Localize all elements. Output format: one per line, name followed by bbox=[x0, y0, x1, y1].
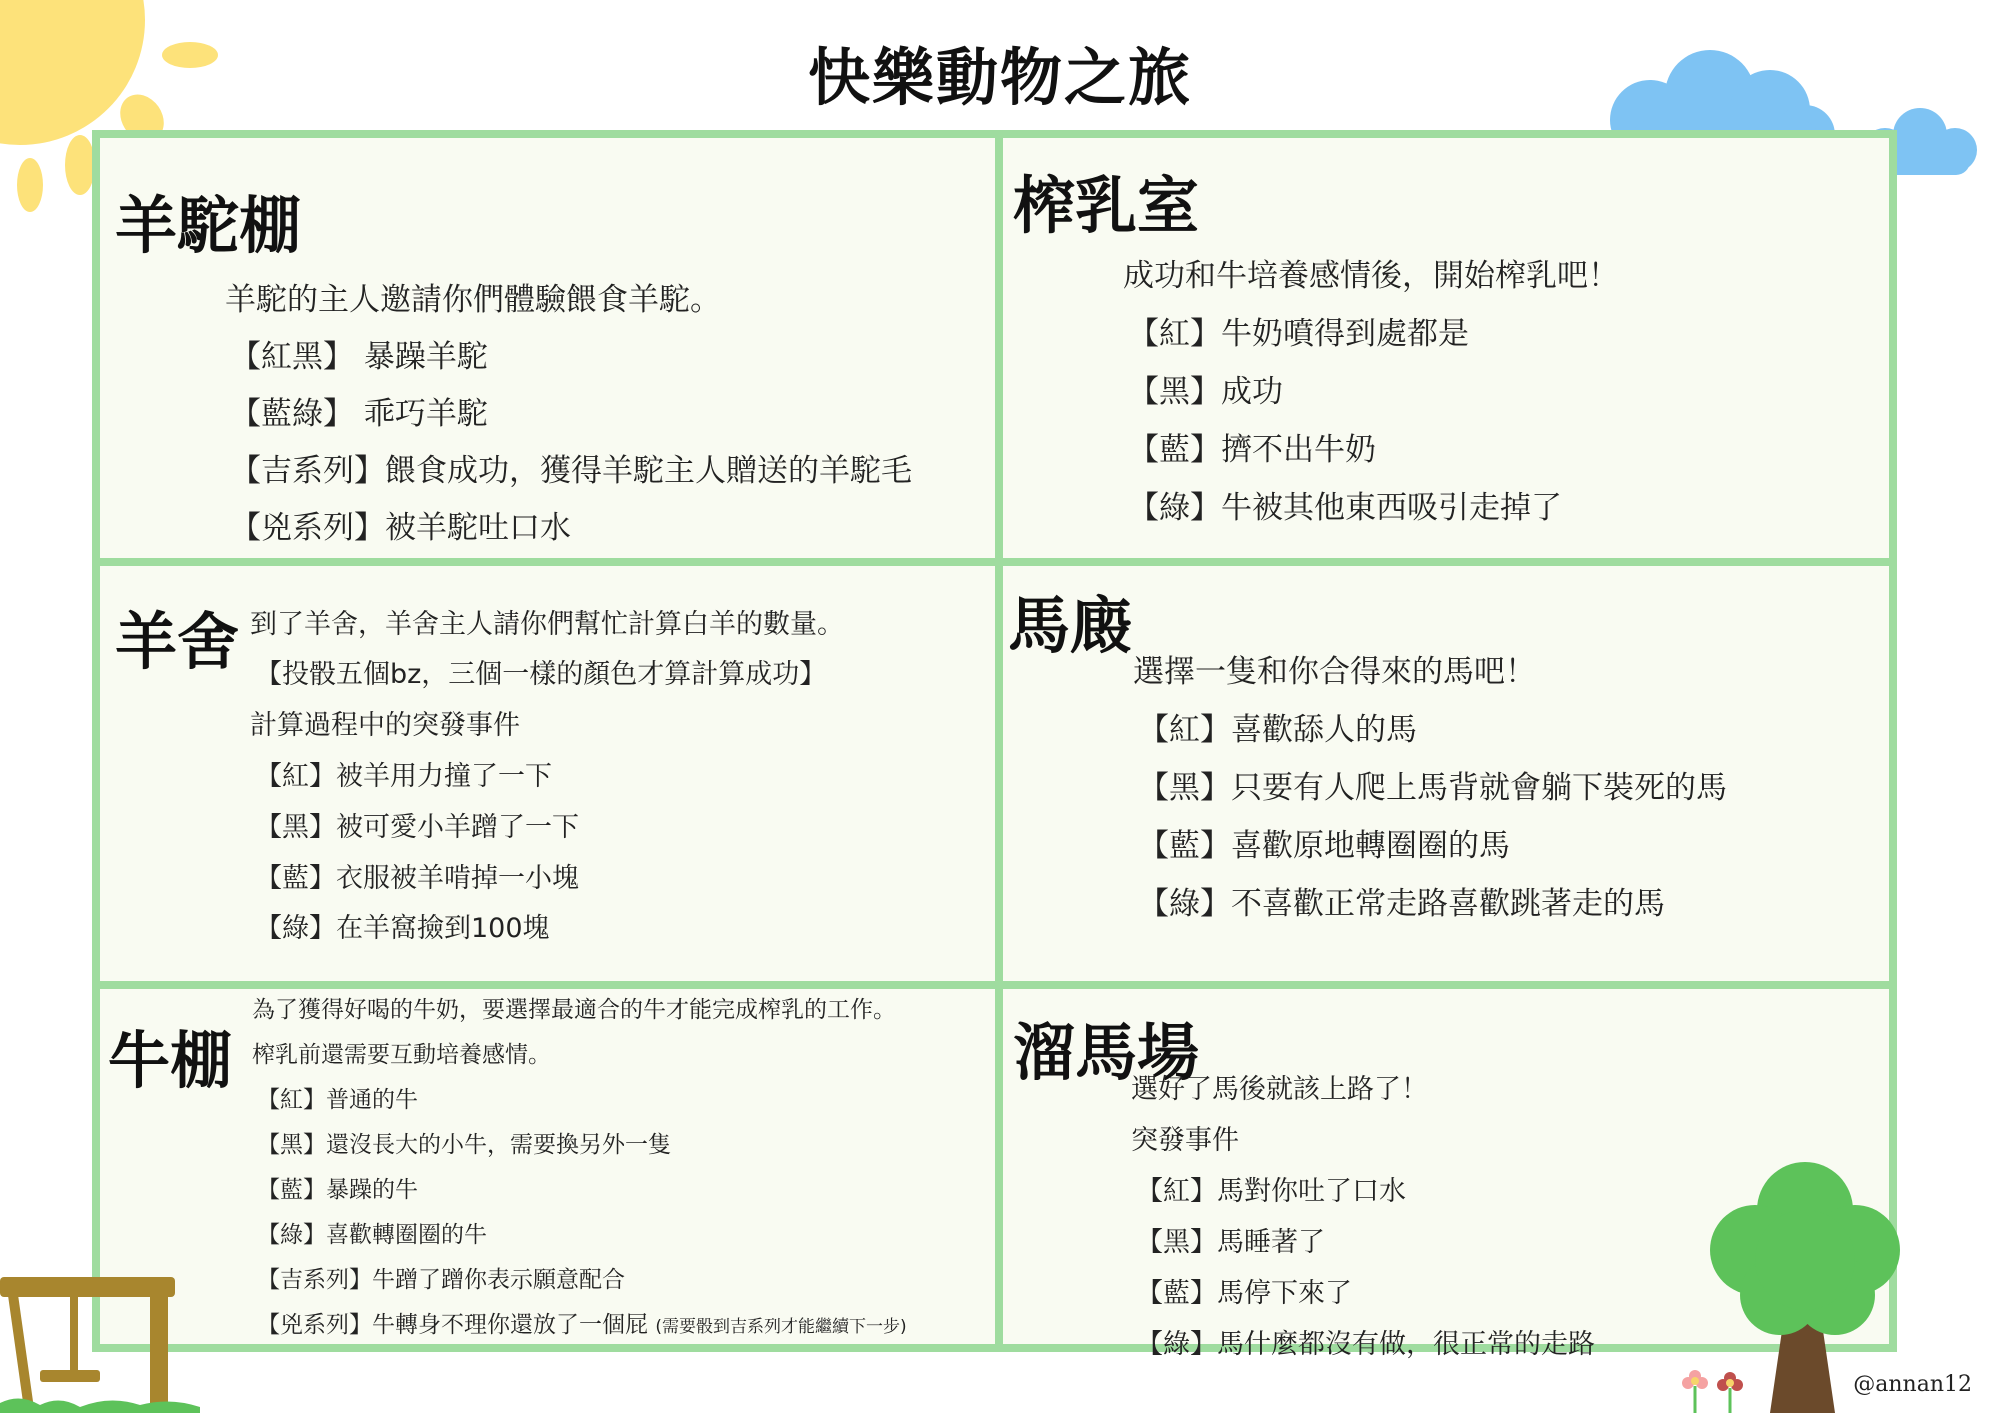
section-text: 羊駝的主人邀請你們體驗餵食羊駝。 bbox=[225, 282, 721, 318]
section-text: 【藍綠】 乖巧羊駝 bbox=[230, 396, 488, 432]
section-text: 【紅】牛奶噴得到處都是 bbox=[1128, 316, 1469, 352]
section-text: 【紅】喜歡舔人的馬 bbox=[1138, 712, 1417, 748]
section-text: 【綠】不喜歡正常走路喜歡跳著走的馬 bbox=[1138, 886, 1665, 922]
section-text: 【吉系列】餵食成功，獲得羊駝主人贈送的羊駝毛 bbox=[230, 453, 912, 489]
section-text: 【藍】擠不出牛奶 bbox=[1128, 432, 1376, 468]
section-text: 【投骰五個bz，三個一樣的顏色才算計算成功】 bbox=[255, 659, 827, 690]
section-text: 【紅黑】 暴躁羊駝 bbox=[230, 339, 488, 375]
section-text: 【黑】只要有人爬上馬背就會躺下裝死的馬 bbox=[1138, 770, 1727, 806]
section-text: 【紅】被羊用力撞了一下 bbox=[255, 761, 552, 792]
section-note: (需要骰到吉系列才能繼續下一步) bbox=[655, 1317, 907, 1337]
section-alpaca bbox=[100, 138, 995, 558]
section-text: 【黑】還沒長大的小牛，需要換另外一隻 bbox=[257, 1132, 671, 1158]
section-sheep-pen bbox=[100, 566, 995, 981]
section-text: 到了羊舍，羊舍主人請你們幫忙計算白羊的數量。 bbox=[250, 609, 844, 640]
section-text: 【綠】在羊窩撿到100塊 bbox=[255, 913, 550, 944]
section-text: 【藍】喜歡原地轉圈圈的馬 bbox=[1138, 828, 1510, 864]
swing-illustration bbox=[0, 1275, 220, 1413]
section-text: 【兇系列】牛轉身不理你還放了一個屁 bbox=[257, 1312, 648, 1338]
section-text: 【綠】馬什麼都沒有做，很正常的走路 bbox=[1136, 1329, 1595, 1360]
section-text: 【藍】暴躁的牛 bbox=[257, 1177, 418, 1203]
section-heading: 羊舍 bbox=[115, 605, 240, 678]
section-text: 選好了馬後就該上路了！ bbox=[1131, 1074, 1428, 1105]
divider-vertical bbox=[995, 138, 1003, 1344]
section-text: 【兇系列】被羊駝吐口水 bbox=[230, 510, 571, 546]
section-heading: 羊駝棚 bbox=[115, 189, 302, 262]
page-title: 快樂動物之旅 bbox=[807, 41, 1192, 114]
section-heading: 牛棚 bbox=[108, 1024, 233, 1097]
section-text: 【綠】牛被其他東西吸引走掉了 bbox=[1128, 490, 1562, 526]
section-text: 【黑】被可愛小羊蹭了一下 bbox=[255, 812, 579, 843]
section-text: 為了獲得好喝的牛奶，要選擇最適合的牛才能完成榨乳的工作。 bbox=[252, 997, 896, 1023]
section-text: 計算過程中的突發事件 bbox=[250, 710, 520, 741]
activity-board bbox=[92, 130, 1897, 1360]
section-text: 【黑】馬睡著了 bbox=[1136, 1227, 1325, 1258]
section-heading: 榨乳室 bbox=[1013, 169, 1200, 242]
section-text: 榨乳前還需要互動培養感情。 bbox=[252, 1042, 551, 1068]
section-cowshed bbox=[100, 989, 995, 1344]
section-text: 【紅】普通的牛 bbox=[257, 1087, 418, 1113]
section-text-with-note bbox=[257, 1306, 907, 1339]
section-text: 突發事件 bbox=[1131, 1125, 1239, 1156]
section-text: 【綠】喜歡轉圈圈的牛 bbox=[257, 1222, 487, 1248]
section-text: 選擇一隻和你合得來的馬吧！ bbox=[1133, 654, 1536, 690]
author-watermark: @annan12 bbox=[1853, 1372, 1972, 1397]
flower-illustration bbox=[1680, 1368, 1760, 1413]
section-heading: 溜馬場 bbox=[1013, 1016, 1200, 1089]
section-text: 【吉系列】牛蹭了蹭你表示願意配合 bbox=[257, 1267, 625, 1293]
section-text: 【黑】成功 bbox=[1128, 374, 1283, 410]
section-milking-room bbox=[1003, 138, 1898, 558]
section-heading: 馬廄 bbox=[1008, 589, 1133, 662]
divider-horizontal-2 bbox=[100, 981, 1889, 989]
section-stable bbox=[1003, 566, 1898, 981]
divider-horizontal-1 bbox=[100, 558, 1889, 566]
section-text: 【紅】馬對你吐了口水 bbox=[1136, 1176, 1406, 1207]
section-text: 【藍】馬停下來了 bbox=[1136, 1278, 1352, 1309]
section-text: 成功和牛培養感情後，開始榨乳吧！ bbox=[1123, 258, 1619, 294]
section-text: 【藍】衣服被羊啃掉一小塊 bbox=[255, 863, 579, 894]
